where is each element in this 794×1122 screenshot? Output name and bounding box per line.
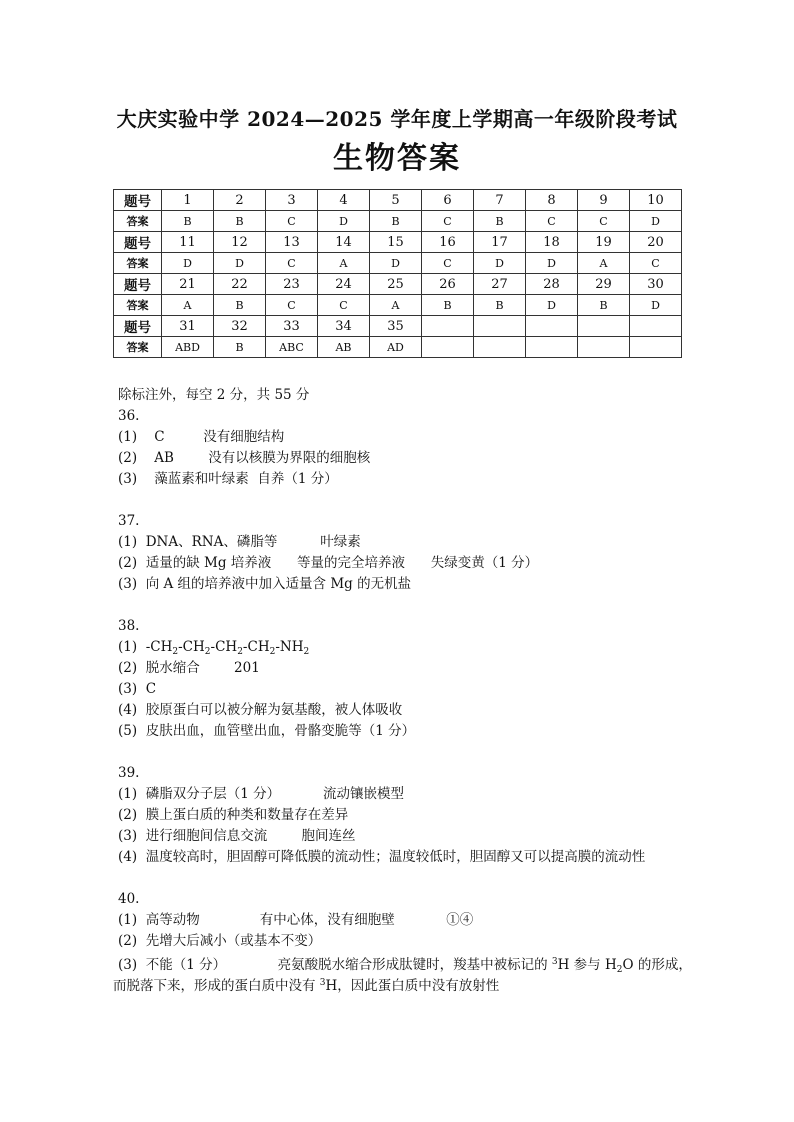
answer-cell xyxy=(578,337,630,358)
answer-cell: C xyxy=(578,211,630,232)
question-number-cell: 28 xyxy=(526,274,578,295)
question-number-label: 题号 xyxy=(114,232,162,253)
question-number-cell: 31 xyxy=(162,316,214,337)
exam-title: 大庆实验中学 2024—2025 学年度上学期高一年级阶段考试 xyxy=(116,107,678,131)
answer-row xyxy=(114,211,682,232)
question-number-cell: 1 xyxy=(162,190,214,211)
answer-cell: C xyxy=(318,295,370,316)
answer-cell: C xyxy=(422,253,474,274)
answer-cell: B xyxy=(474,211,526,232)
q36-answer-2: (2) AB 没有以核膜为界限的细胞核 xyxy=(118,450,371,466)
answer-cell: AD xyxy=(370,337,422,358)
q40-number: 40. xyxy=(118,891,140,907)
question-number-cell: 12 xyxy=(214,232,266,253)
question-number-cell: 34 xyxy=(318,316,370,337)
question-number-label: 题号 xyxy=(114,274,162,295)
answer-cell: C xyxy=(422,211,474,232)
question-number-label: 题号 xyxy=(114,190,162,211)
answer-cell: D xyxy=(474,253,526,274)
answer-label: 答案 xyxy=(114,211,162,232)
answer-cell: A xyxy=(162,295,214,316)
answer-cell: C xyxy=(266,211,318,232)
question-number-cell: 21 xyxy=(162,274,214,295)
answer-cell: ABD xyxy=(162,337,214,358)
q40-answer-3: (3) 不能（1 分） 亮氨酸脱水缩合形成肽键时，羧基中被标记的 $^3$H 参与 $H_2O$ 的形成， xyxy=(118,957,692,975)
question-number-row xyxy=(114,316,682,337)
question-number-cell: 22 xyxy=(214,274,266,295)
answer-row xyxy=(114,337,682,358)
answer-cell: C xyxy=(266,253,318,274)
question-number-cell: 3 xyxy=(266,190,318,211)
answer-cell: B xyxy=(162,211,214,232)
question-number-cell xyxy=(526,316,578,337)
question-number-cell: 4 xyxy=(318,190,370,211)
answer-cell: ABC xyxy=(266,337,318,358)
question-number-cell: 19 xyxy=(578,232,630,253)
q39-answer-1: (1) 磷脂双分子层（1 分） 流动镶嵌模型 xyxy=(118,786,404,802)
question-number-row xyxy=(114,232,682,253)
q38-answer-4: (4) 胶原蛋白可以被分解为氨基酸，被人体吸收 xyxy=(118,702,403,718)
answer-cell xyxy=(526,337,578,358)
q39-answer-2: (2) 膜上蛋白质的种类和数量存在差异 xyxy=(118,807,349,823)
q40-answer-2: (2) 先增大后减小（或基本不变） xyxy=(118,933,322,949)
question-number-cell: 33 xyxy=(266,316,318,337)
q39-answer-4: (4) 温度较高时，胆固醇可降低膜的流动性；温度较低时，胆固醇又可以提高膜的流动性 xyxy=(118,849,646,865)
answer-cell: A xyxy=(370,295,422,316)
answer-cell xyxy=(422,337,474,358)
question-number-label: 题号 xyxy=(114,316,162,337)
score-note: 除标注外，每空 2 分，共 55 分 xyxy=(118,387,310,403)
answer-cell: D xyxy=(214,253,266,274)
answer-cell: B xyxy=(214,337,266,358)
q38-answer-5: (5) 皮肤出血，血管壁出血，骨骼变脆等（1 分） xyxy=(118,723,416,739)
question-number-cell: 18 xyxy=(526,232,578,253)
answer-cell: B xyxy=(214,295,266,316)
answer-cell: D xyxy=(318,211,370,232)
question-number-cell: 2 xyxy=(214,190,266,211)
question-number-cell: 32 xyxy=(214,316,266,337)
answer-label: 答案 xyxy=(114,295,162,316)
question-number-cell: 24 xyxy=(318,274,370,295)
answer-label: 答案 xyxy=(114,337,162,358)
answer-cell xyxy=(474,337,526,358)
answer-subtitle: 生物答案 xyxy=(333,141,461,176)
question-number-cell: 26 xyxy=(422,274,474,295)
answer-body xyxy=(113,385,718,994)
q36-number: 36. xyxy=(118,408,140,424)
question-number-cell: 10 xyxy=(630,190,682,211)
answer-cell: C xyxy=(266,295,318,316)
q40-answer-1: (1) 高等动物 有中心体，没有细胞壁 ①④ xyxy=(118,912,474,928)
question-number-cell: 7 xyxy=(474,190,526,211)
answer-table xyxy=(113,189,682,358)
answer-cell: C xyxy=(630,253,682,274)
answer-cell: C xyxy=(526,211,578,232)
answer-cell: D xyxy=(630,295,682,316)
question-number-cell xyxy=(422,316,474,337)
q38-answer-3: (3) C xyxy=(118,681,157,697)
question-number-cell: 5 xyxy=(370,190,422,211)
question-number-cell xyxy=(578,316,630,337)
question-number-cell: 8 xyxy=(526,190,578,211)
question-number-cell: 27 xyxy=(474,274,526,295)
q40-answer-4: 而脱落下来，形成的蛋白质中没有 $^3$H，因此蛋白质中没有放射性 xyxy=(113,978,500,994)
q39-answer-3: (3) 进行细胞间信息交流 胞间连丝 xyxy=(118,828,356,844)
answer-cell: A xyxy=(318,253,370,274)
answer-cell: AB xyxy=(318,337,370,358)
q38-answer-1: (1) $-CH_2-CH_2-CH_2-CH_2-NH_2$ xyxy=(118,639,310,657)
question-number-row xyxy=(114,190,682,211)
answer-cell: B xyxy=(370,211,422,232)
answer-cell: D xyxy=(162,253,214,274)
q37-number: 37. xyxy=(118,513,140,529)
question-number-cell: 6 xyxy=(422,190,474,211)
question-number-cell: 14 xyxy=(318,232,370,253)
question-number-cell: 11 xyxy=(162,232,214,253)
answer-row xyxy=(114,295,682,316)
answer-cell: D xyxy=(370,253,422,274)
question-number-cell: 30 xyxy=(630,274,682,295)
question-number-cell: 25 xyxy=(370,274,422,295)
q36-answer-3: (3) 藻蓝素和叶绿素 自养（1 分） xyxy=(118,471,338,487)
answer-cell: D xyxy=(526,295,578,316)
question-number-cell: 16 xyxy=(422,232,474,253)
answer-cell: D xyxy=(526,253,578,274)
answer-cell: B xyxy=(214,211,266,232)
question-number-cell: 29 xyxy=(578,274,630,295)
answer-label: 答案 xyxy=(114,253,162,274)
q37-answer-2: (2) 适量的缺 Mg 培养液 等量的完全培养液 失绿变黄（1 分） xyxy=(118,555,539,571)
answer-row xyxy=(114,253,682,274)
question-number-cell: 23 xyxy=(266,274,318,295)
answer-cell: D xyxy=(630,211,682,232)
question-number-cell xyxy=(474,316,526,337)
question-number-cell xyxy=(630,316,682,337)
question-number-cell: 35 xyxy=(370,316,422,337)
q37-answer-1: (1) DNA、RNA、磷脂等 叶绿素 xyxy=(118,534,361,550)
q38-number: 38. xyxy=(118,618,140,634)
answer-cell: B xyxy=(422,295,474,316)
answer-cell xyxy=(630,337,682,358)
question-number-cell: 15 xyxy=(370,232,422,253)
question-number-cell: 13 xyxy=(266,232,318,253)
question-number-row xyxy=(114,274,682,295)
answer-cell: B xyxy=(474,295,526,316)
answer-cell: B xyxy=(578,295,630,316)
answer-cell: A xyxy=(578,253,630,274)
q39-number: 39. xyxy=(118,765,140,781)
q36-answer-1: (1) C 没有细胞结构 xyxy=(118,429,285,445)
question-number-cell: 17 xyxy=(474,232,526,253)
question-number-cell: 9 xyxy=(578,190,630,211)
q38-answer-2: (2) 脱水缩合 201 xyxy=(118,660,260,676)
question-number-cell: 20 xyxy=(630,232,682,253)
q37-answer-3: (3) 向 A 组的培养液中加入适量含 Mg 的无机盐 xyxy=(118,576,412,592)
